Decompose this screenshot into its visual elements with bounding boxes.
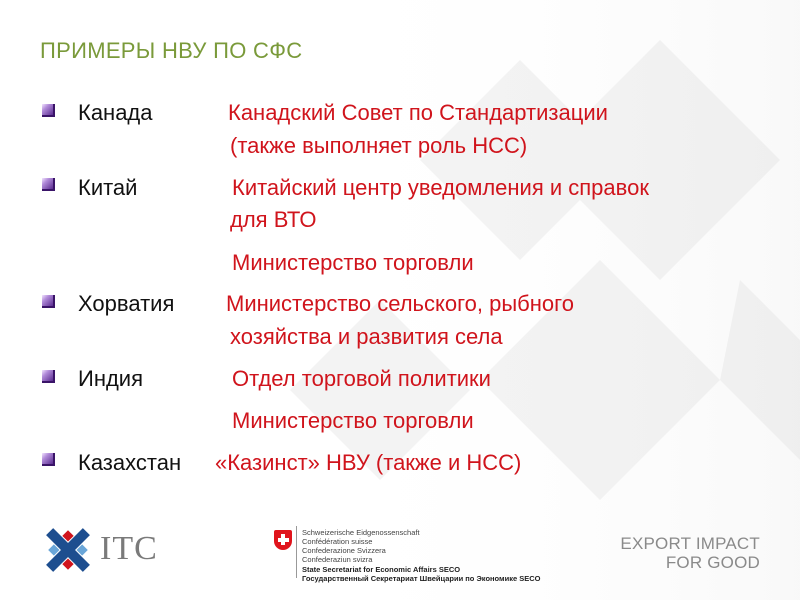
square-bullet-icon — [42, 453, 55, 466]
square-bullet-icon — [42, 295, 55, 308]
square-bullet-icon — [42, 178, 55, 191]
org-line: хозяйства и развития села — [230, 324, 503, 349]
swiss-flag-icon — [274, 530, 292, 550]
seco-line: Confederaziun svizra — [302, 555, 373, 564]
org-line: Китайский центр уведомления и справок — [232, 175, 649, 200]
country-label: Индия — [78, 366, 144, 391]
org-line: для ВТО — [230, 207, 317, 232]
itc-cross-logo-icon — [40, 522, 96, 578]
country-label: Канада — [78, 100, 153, 125]
org-line: Министерство торговли — [232, 250, 474, 275]
square-bullet-icon — [42, 104, 55, 117]
seco-line: Confederazione Svizzera — [302, 546, 386, 555]
tagline-line: EXPORT IMPACT — [620, 534, 760, 553]
slide-title: ПРИМЕРЫ НВУ ПО СФС — [40, 38, 303, 63]
org-line: Канадский Совет по Стандартизации — [228, 100, 608, 125]
org-line: Отдел торговой политики — [232, 366, 491, 391]
seco-line: Confédération suisse — [302, 537, 373, 546]
org-line: «Казинст» НВУ (также и НСС) — [215, 450, 522, 475]
seco-line: Schweizerische Eidgenossenschaft — [302, 528, 420, 537]
org-line: Министерство торговли — [232, 408, 474, 433]
country-label: Хорватия — [78, 291, 175, 316]
seco-logo — [268, 526, 541, 583]
org-line: Министерство сельского, рыбного — [226, 291, 574, 316]
country-label: Китай — [78, 175, 138, 200]
org-line: (также выполняет роль НСС) — [230, 133, 528, 158]
seco-line: Государственный Секретариат Швейцарии по Экономике SECO — [302, 574, 541, 583]
seco-line: State Secretariat for Economic Affairs SECO — [302, 565, 461, 574]
country-label: Казахстан — [78, 450, 182, 475]
divider — [296, 526, 297, 578]
square-bullet-icon — [42, 370, 55, 383]
itc-logo-text: ITC — [100, 530, 158, 567]
footer — [0, 500, 800, 600]
tagline-line: FOR GOOD — [665, 553, 760, 572]
